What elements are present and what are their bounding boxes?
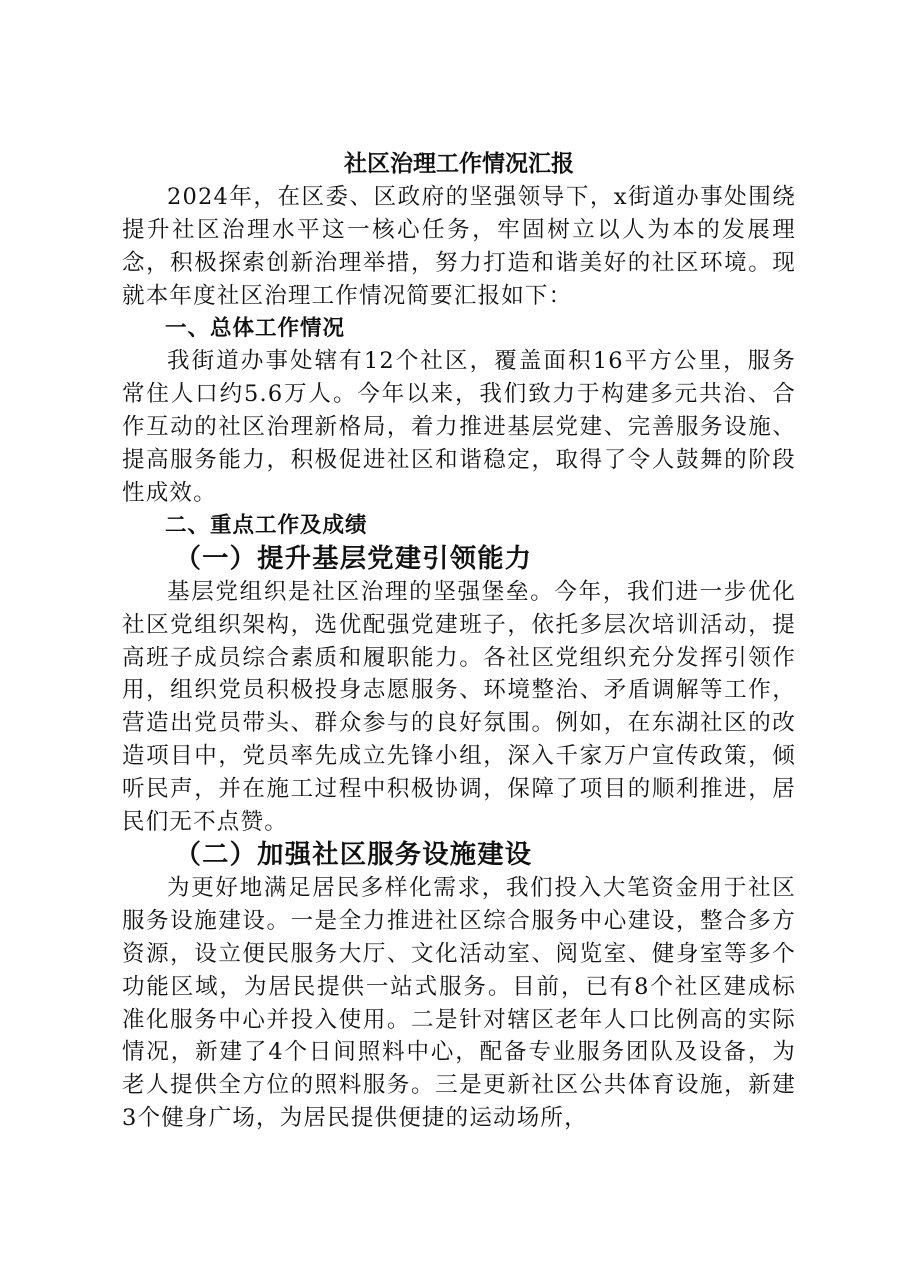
party-building-paragraph: 基层党组织是社区治理的坚强堡垒。今年，我们进一步优化社区党组织架构，选优配强党建班子，依托多层次培训活动，提高班子成员综合素质和履职能力。各社区党组织充分发挥引领作用，组织党员积极投身志愿服务、环境整治、矛盾调解等工作，营造出党员带头、群众参与的良好氛围。例如，在东湖社区的改造项目中，党员率先成立先锋小组，深入千家万户宣传政策，倾听民声，并在施工过程中积极协调，保障了项目的顺利推进，居民们无不点赞。 bbox=[122, 578, 796, 836]
section-heading-overview: 一、总体工作情况 bbox=[165, 315, 346, 341]
subsection-heading-service-facilities: （二）加强社区服务设施建设 bbox=[174, 839, 533, 871]
intro-paragraph: 2024年，在区委、区政府的坚强领导下，x街道办事处围绕提升社区治理水平这一核心任务，牢固树立以人为本的发展理念，积极探索创新治理举措，努力打造和谐美好的社区环境。现就本年度社区治理工作情况简要汇报如下： bbox=[122, 183, 796, 309]
service-facilities-paragraph: 为更好地满足居民多样化需求，我们投入大笔资金用于社区服务设施建设。一是全力推进社区综合服务中心建设，整合多方资源，设立便民服务大厅、文化活动室、阅览室、健身室等多个功能区域，为居民提供一站式服务。目前，已有8个社区建成标准化服务中心并投入使用。二是针对辖区老年人口比例高的实际情况，新建了4个日间照料中心，配备专业服务团队及设备，为老人提供全方位的照料服务。三是更新社区公共体育设施，新建3个健身广场，为居民提供便捷的运动场所， bbox=[122, 874, 796, 1132]
document-page bbox=[122, 148, 796, 1135]
section-heading-key-work: 二、重点工作及成绩 bbox=[165, 512, 368, 538]
overview-paragraph: 我街道办事处辖有12个社区，覆盖面积16平方公里，服务常住人口约5.6万人。今年以来，我们致力于构建多元共治、合作互动的社区治理新格局，着力推进基层党建、完善服务设施、提高服务能力，积极促进社区和谐稳定，取得了令人鼓舞的阶段性成效。 bbox=[122, 348, 796, 507]
document-title: 社区治理工作情况汇报 bbox=[344, 150, 574, 177]
subsection-heading-party-building: （一）提升基层党建引领能力 bbox=[174, 542, 533, 574]
